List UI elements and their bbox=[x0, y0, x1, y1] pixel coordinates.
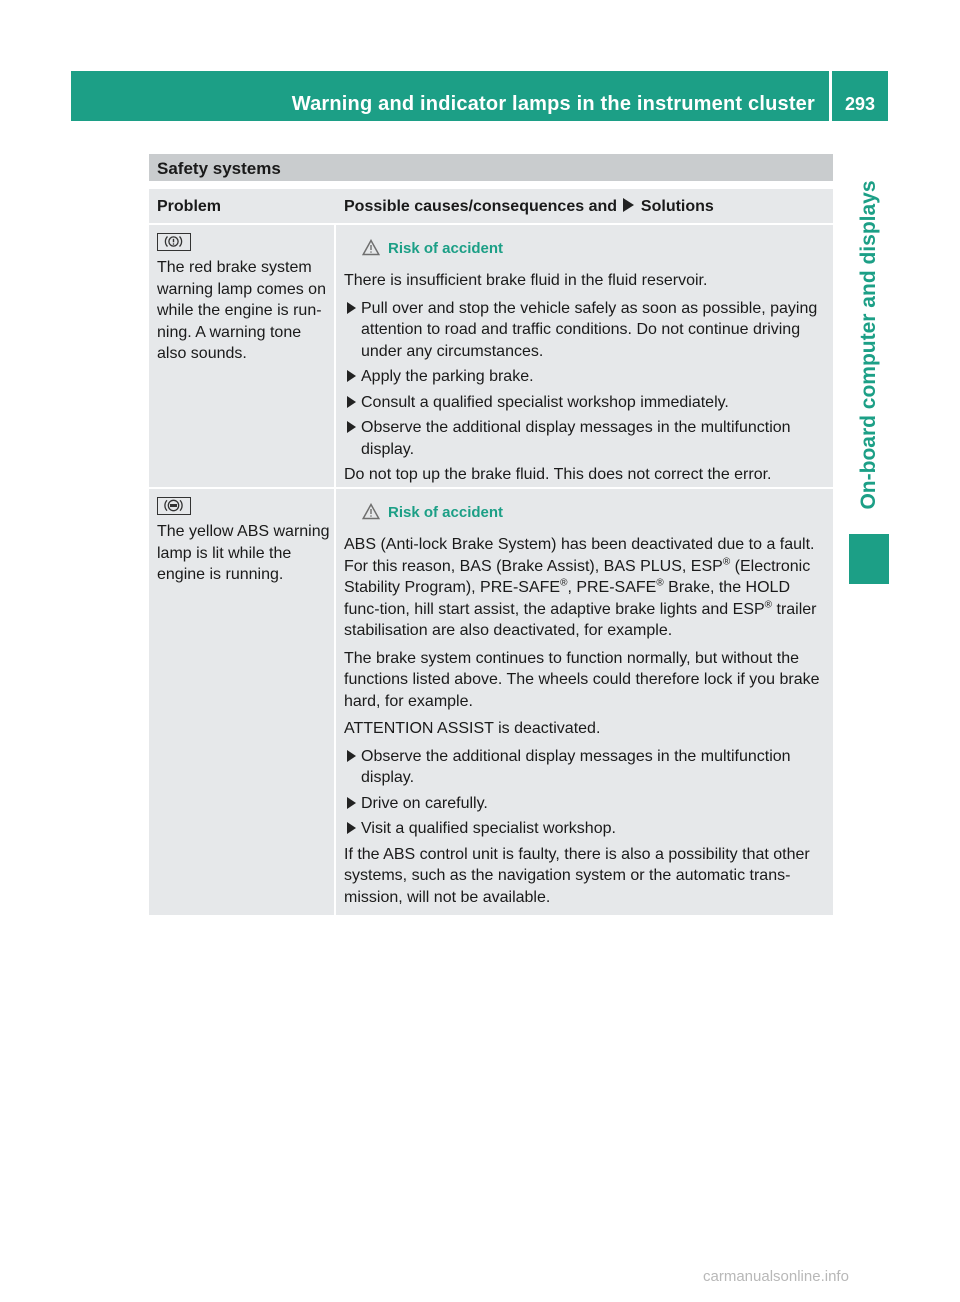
side-tab-marker bbox=[849, 534, 889, 584]
side-tab-label: On-board computer and displays bbox=[857, 180, 880, 510]
warning-label: Risk of accident bbox=[388, 504, 504, 521]
note-text: Do not top up the brake fluid. This does not correct the error. bbox=[344, 466, 772, 483]
section-title: Safety systems bbox=[149, 154, 833, 181]
cause-text: There is insufficient brake fluid in the fluid reservoir. bbox=[344, 272, 708, 289]
table-row bbox=[149, 225, 833, 487]
side-tab bbox=[849, 145, 889, 545]
cause-text: ABS (Anti-lock Brake System) has been deactivated due to a fault. For this reason, BAS (Brake Assist), BAS PLUS, ESP® (Electronic Stability Program), PRE-SAFE®, PRE-SAFE® Brake, the HOLD func-tion, hill start assist, the adaptive brake lights and ESP® trailer stabilisation are also deactivated, for example. bbox=[344, 536, 817, 639]
safety-systems-table bbox=[149, 154, 833, 915]
bullet-arrow-icon bbox=[347, 822, 356, 834]
solution-cell bbox=[336, 225, 833, 487]
watermark: carmanualsonline.info bbox=[703, 1268, 849, 1285]
consequence-text: The brake system continues to function normally, but without the functions listed above. The wheels could therefore lock if you brake hard, for example. bbox=[344, 649, 820, 710]
list-item: Pull over and stop the vehicle safely as soon as possible, paying attention to road and traffic conditions. Do not continue driving under any circumstances. bbox=[344, 298, 829, 363]
solutions-header-prefix: Possible causes/consequences and bbox=[344, 198, 618, 215]
table-row bbox=[149, 489, 833, 915]
list-item: Observe the additional display messages in the multifunction display. bbox=[344, 417, 829, 460]
bullet-arrow-icon bbox=[347, 797, 356, 809]
list-item: Observe the additional display messages in the multifunction display. bbox=[344, 746, 829, 789]
bullet-arrow-icon bbox=[347, 421, 356, 433]
page-number: 293 bbox=[844, 94, 876, 114]
problem-column-header: Problem bbox=[157, 198, 222, 215]
attention-assist-text: ATTENTION ASSIST is deactivated. bbox=[344, 720, 601, 737]
brake-warning-icon bbox=[157, 233, 191, 251]
problem-text: The red brake system warning lamp comes on while the engine is run-ning. A warning tone also sounds. bbox=[157, 259, 326, 362]
abs-warning-icon bbox=[157, 497, 191, 515]
warning-triangle-icon bbox=[362, 503, 380, 526]
problem-cell bbox=[149, 489, 334, 915]
list-item: Apply the parking brake. bbox=[344, 366, 829, 388]
list-item: Consult a qualified specialist workshop immediately. bbox=[344, 392, 829, 414]
warning-label: Risk of accident bbox=[388, 240, 504, 257]
warning-heading bbox=[362, 239, 829, 262]
problem-cell bbox=[149, 225, 334, 487]
list-item: Drive on carefully. bbox=[344, 793, 829, 815]
arrow-right-icon bbox=[623, 198, 634, 212]
page-header bbox=[71, 71, 888, 121]
column-headers bbox=[149, 189, 833, 223]
problem-text: The yellow ABS warning lamp is lit while the engine is running. bbox=[157, 523, 330, 583]
bullet-arrow-icon bbox=[347, 302, 356, 314]
warning-heading bbox=[362, 503, 829, 526]
bullet-arrow-icon bbox=[347, 396, 356, 408]
note-text: If the ABS control unit is faulty, there is also a possibility that other systems, such as the navigation system or the automatic trans-mission, will not be available. bbox=[344, 845, 810, 906]
bullet-arrow-icon bbox=[347, 750, 356, 762]
header-title: Warning and indicator lamps in the instrument cluster bbox=[291, 93, 815, 115]
solutions-column-header bbox=[344, 189, 714, 225]
solution-cell bbox=[336, 489, 833, 915]
warning-triangle-icon bbox=[362, 239, 380, 262]
list-item: Visit a qualified specialist workshop. bbox=[344, 818, 829, 840]
bullet-arrow-icon bbox=[347, 370, 356, 382]
solutions-header-suffix: Solutions bbox=[640, 198, 714, 215]
